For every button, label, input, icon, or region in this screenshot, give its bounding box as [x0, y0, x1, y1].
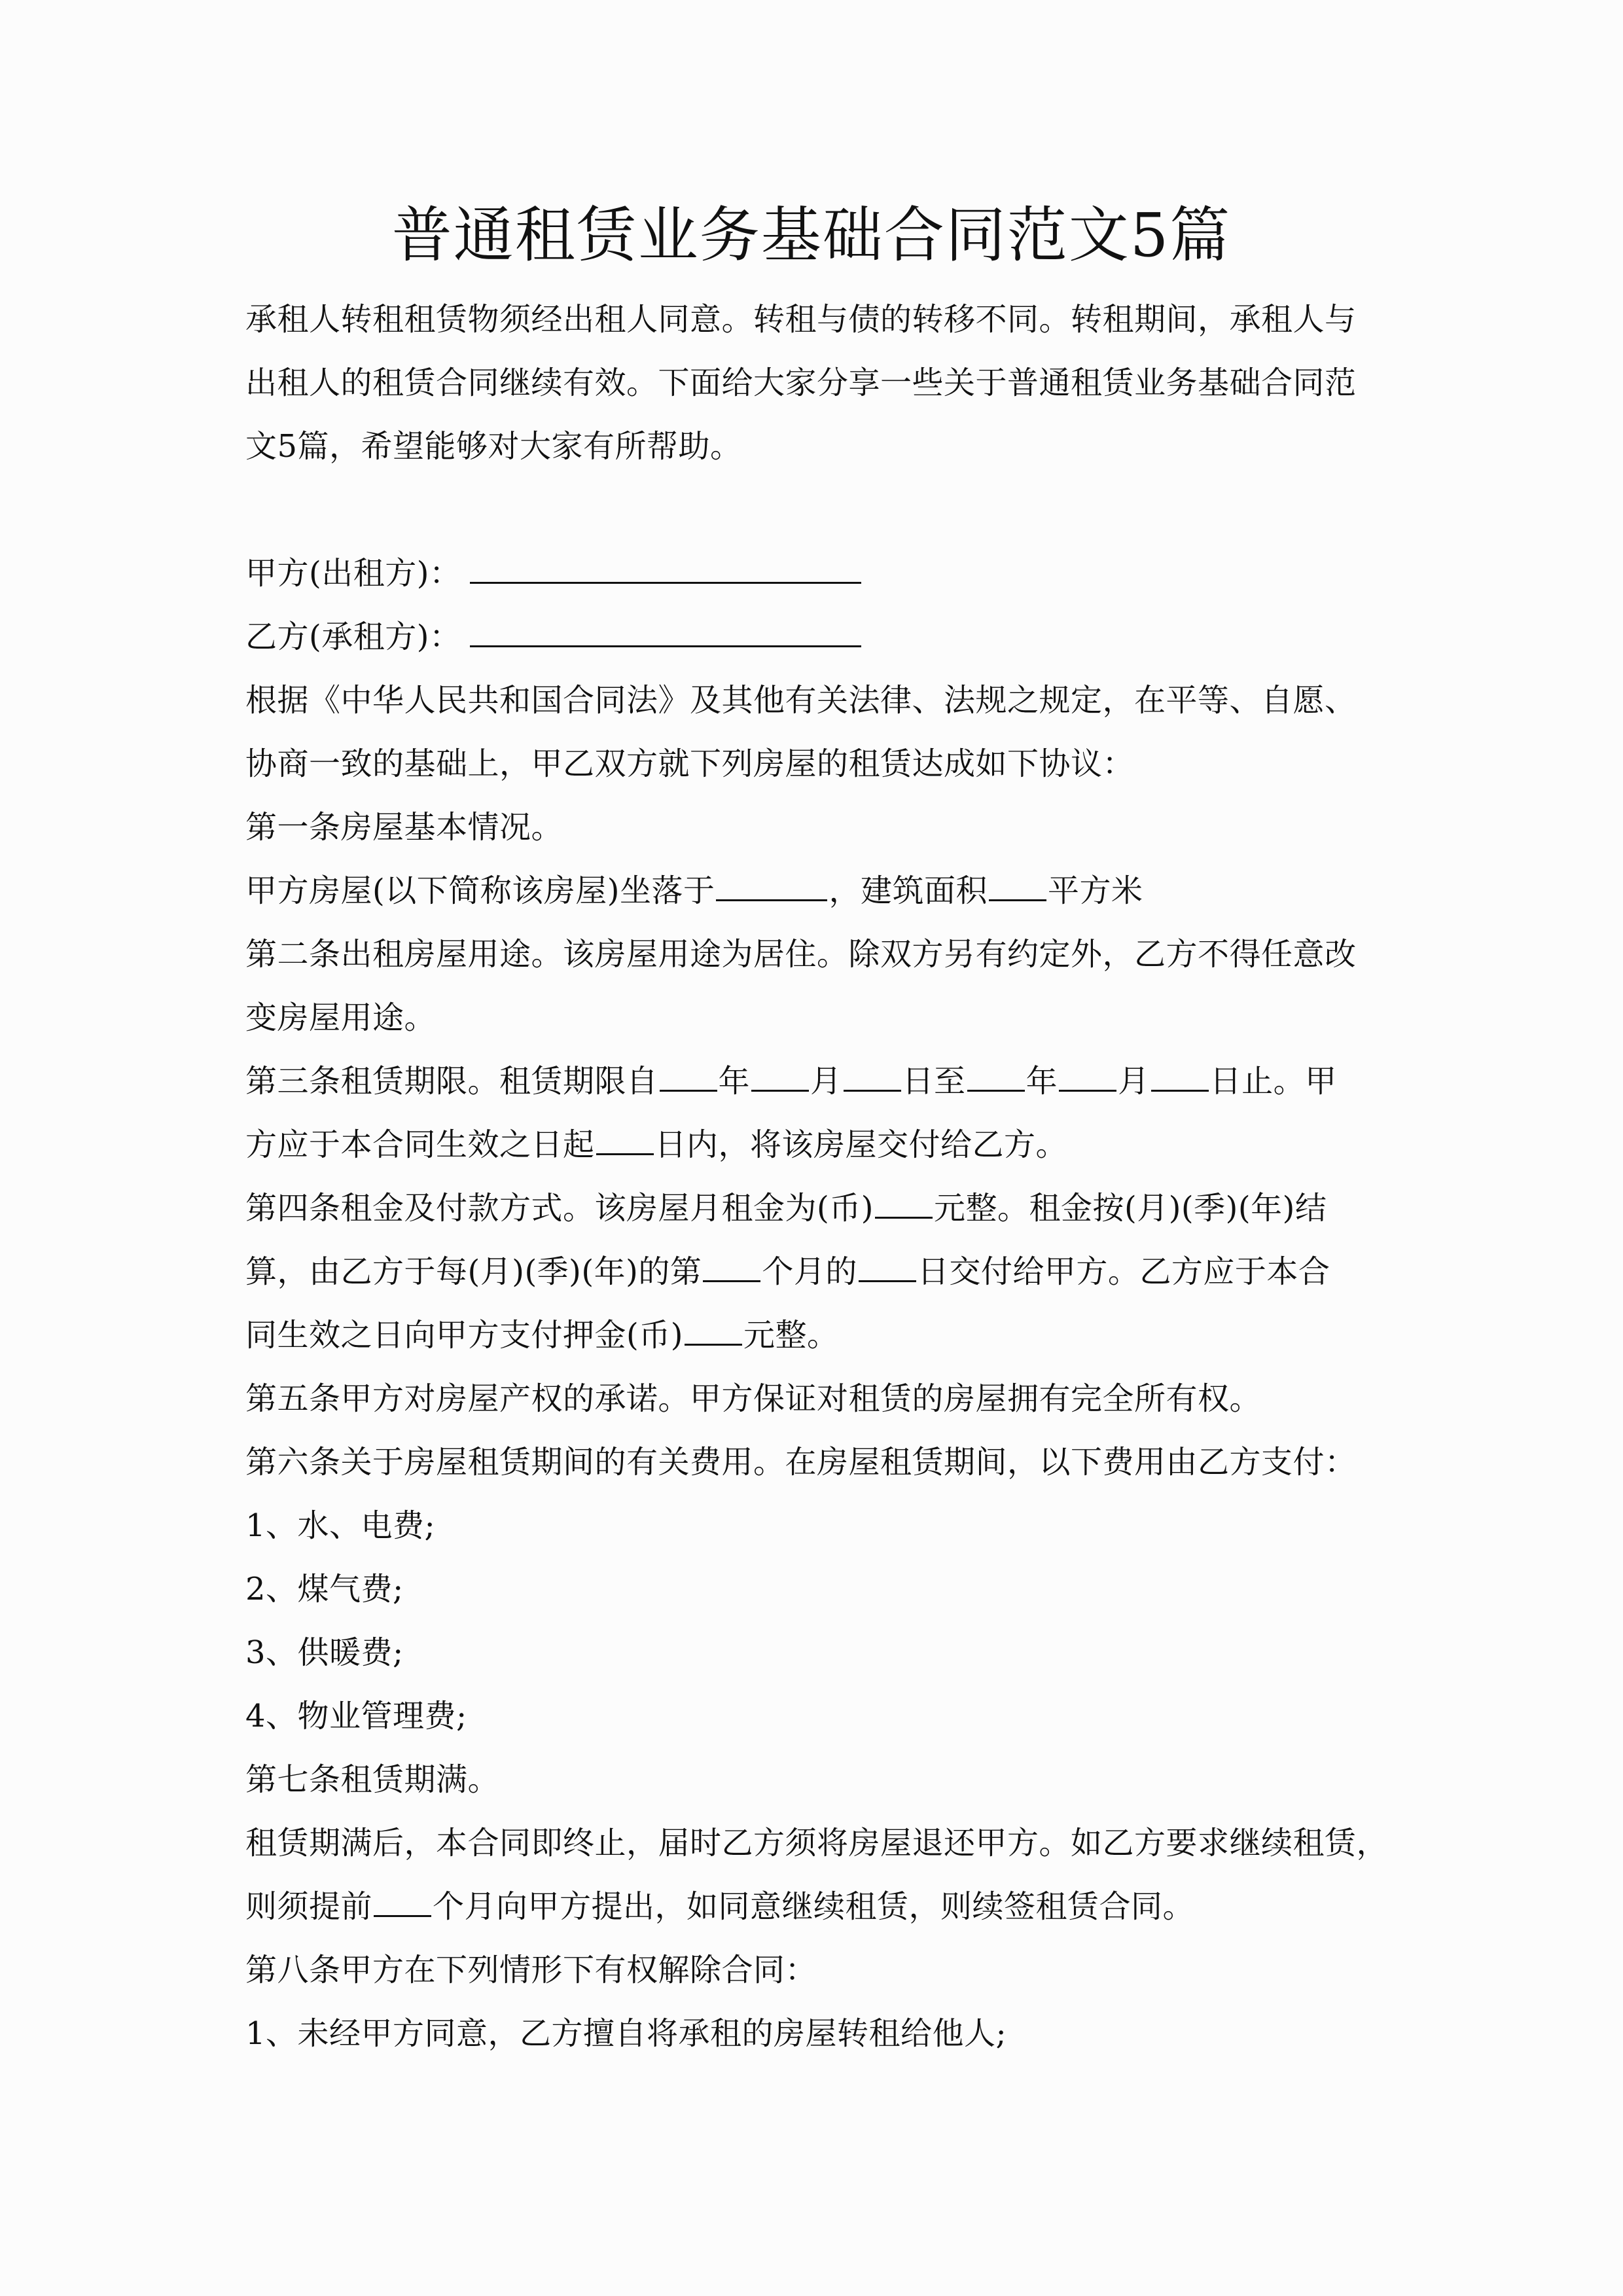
article-1-text: 平方米 — [1047, 872, 1143, 909]
payment-day-blank[interactable] — [859, 1251, 916, 1282]
start-year-blank[interactable] — [660, 1061, 717, 1092]
spacer — [245, 478, 1404, 542]
article-3-line — [245, 1113, 1404, 1177]
article-3-text: 第三条租赁期限。租赁期限自 — [245, 1063, 658, 1100]
article-7-text: 个月向甲方提出，如同意继续租赁，则续签租赁合同。 — [433, 1888, 1195, 1925]
fee-item: 4、物业管理费; — [245, 1698, 467, 1734]
article-4-text: 同生效之日向甲方支付押金(币) — [245, 1317, 683, 1354]
party-a-row — [245, 542, 1404, 605]
article-3-line — [245, 1050, 1404, 1113]
area-blank[interactable] — [989, 870, 1046, 901]
party-b-blank[interactable] — [470, 617, 861, 647]
termination-item: 1、未经甲方同意，乙方擅自将承租的房屋转租给他人; — [245, 2015, 1007, 2052]
article-3-text: 日内，将该房屋交付给乙方。 — [654, 1126, 1068, 1163]
article-3-text: 月 — [1118, 1063, 1150, 1100]
document-title: 普通租赁业务基础合同范文5篇 — [391, 200, 1232, 270]
article-6-heading: 第六条关于房屋租赁期间的有关费用。在房屋租赁期间，以下费用由乙方支付： — [245, 1444, 1357, 1480]
article-1-text: 甲方房屋(以下简称该房屋)坐落于 — [245, 872, 715, 909]
fee-item: 2、煤气费; — [245, 1571, 404, 1607]
payment-month-blank[interactable] — [703, 1251, 760, 1282]
article-3-text: 日止。甲 — [1209, 1063, 1337, 1100]
intro-line: 文5篇，希望能够对大家有所帮助。 — [245, 428, 742, 465]
article-4-line — [245, 1304, 1404, 1367]
intro-line: 承租人转租租赁物须经出租人同意。转租与债的转移不同。转租期间，承租人与 — [245, 301, 1357, 338]
article-4-text: 元整。租金按(月)(季)(年)结 — [933, 1190, 1327, 1227]
party-a-blank[interactable] — [470, 553, 861, 584]
end-day-blank[interactable] — [1151, 1061, 1209, 1092]
end-year-blank[interactable] — [967, 1061, 1025, 1092]
party-a-label: 甲方(出租方)： — [245, 555, 461, 592]
article-3-text: 月 — [810, 1063, 842, 1100]
article-3-text: 年 — [1026, 1063, 1058, 1100]
article-3-text: 日至 — [902, 1063, 966, 1100]
article-4-text: 算，由乙方于每(月)(季)(年)的第 — [245, 1253, 702, 1290]
article-8-heading: 第八条甲方在下列情形下有权解除合同： — [245, 1952, 817, 1988]
article-7-line: 租赁期满后，本合同即终止，届时乙方须将房屋退还甲方。如乙方要求继续租赁， — [245, 1825, 1389, 1861]
article-3-text: 方应于本合同生效之日起 — [245, 1126, 595, 1163]
party-b-label: 乙方(承租方)： — [245, 619, 461, 655]
monthly-rent-blank[interactable] — [875, 1188, 933, 1219]
deposit-blank[interactable] — [685, 1315, 742, 1346]
article-1-text: ，建筑面积 — [829, 872, 988, 909]
start-month-blank[interactable] — [751, 1061, 809, 1092]
article-4-text: 日交付给甲方。乙方应于本合 — [917, 1253, 1330, 1290]
article-4-line — [245, 1240, 1404, 1304]
article-2-line: 第二条出租房屋用途。该房屋用途为居住。除双方另有约定外，乙方不得任意改 — [245, 936, 1357, 973]
notice-months-blank[interactable] — [374, 1886, 431, 1917]
location-blank[interactable] — [716, 870, 827, 901]
delivery-days-blank[interactable] — [596, 1124, 654, 1155]
article-3-text: 年 — [718, 1063, 751, 1100]
fee-item: 1、水、电费; — [245, 1507, 436, 1544]
article-1-heading: 第一条房屋基本情况。 — [245, 809, 563, 846]
article-4-text: 元整。 — [743, 1317, 839, 1354]
article-4-text: 个月的 — [762, 1253, 857, 1290]
article-7-heading: 第七条租赁期满。 — [245, 1761, 500, 1798]
preamble-line: 协商一致的基础上，甲乙双方就下列房屋的租赁达成如下协议： — [245, 745, 1135, 782]
article-7-text: 则须提前 — [245, 1888, 373, 1925]
party-b-row — [245, 605, 1404, 669]
intro-line: 出租人的租赁合同继续有效。下面给大家分享一些关于普通租赁业务基础合同范 — [245, 365, 1357, 401]
article-7-line — [245, 1875, 1404, 1939]
article-1-detail — [245, 859, 1404, 923]
start-day-blank[interactable] — [844, 1061, 901, 1092]
preamble-line: 根据《中华人民共和国合同法》及其他有关法律、法规之规定，在平等、自愿、 — [245, 682, 1357, 719]
document-body — [245, 288, 1404, 2066]
article-4-text: 第四条租金及付款方式。该房屋月租金为(币) — [245, 1190, 874, 1227]
article-4-line — [245, 1177, 1404, 1240]
fee-item: 3、供暖费; — [245, 1634, 404, 1671]
end-month-blank[interactable] — [1059, 1061, 1116, 1092]
article-5-line: 第五条甲方对房屋产权的承诺。甲方保证对租赁的房屋拥有完全所有权。 — [245, 1380, 1262, 1417]
article-2-line: 变房屋用途。 — [245, 999, 437, 1036]
